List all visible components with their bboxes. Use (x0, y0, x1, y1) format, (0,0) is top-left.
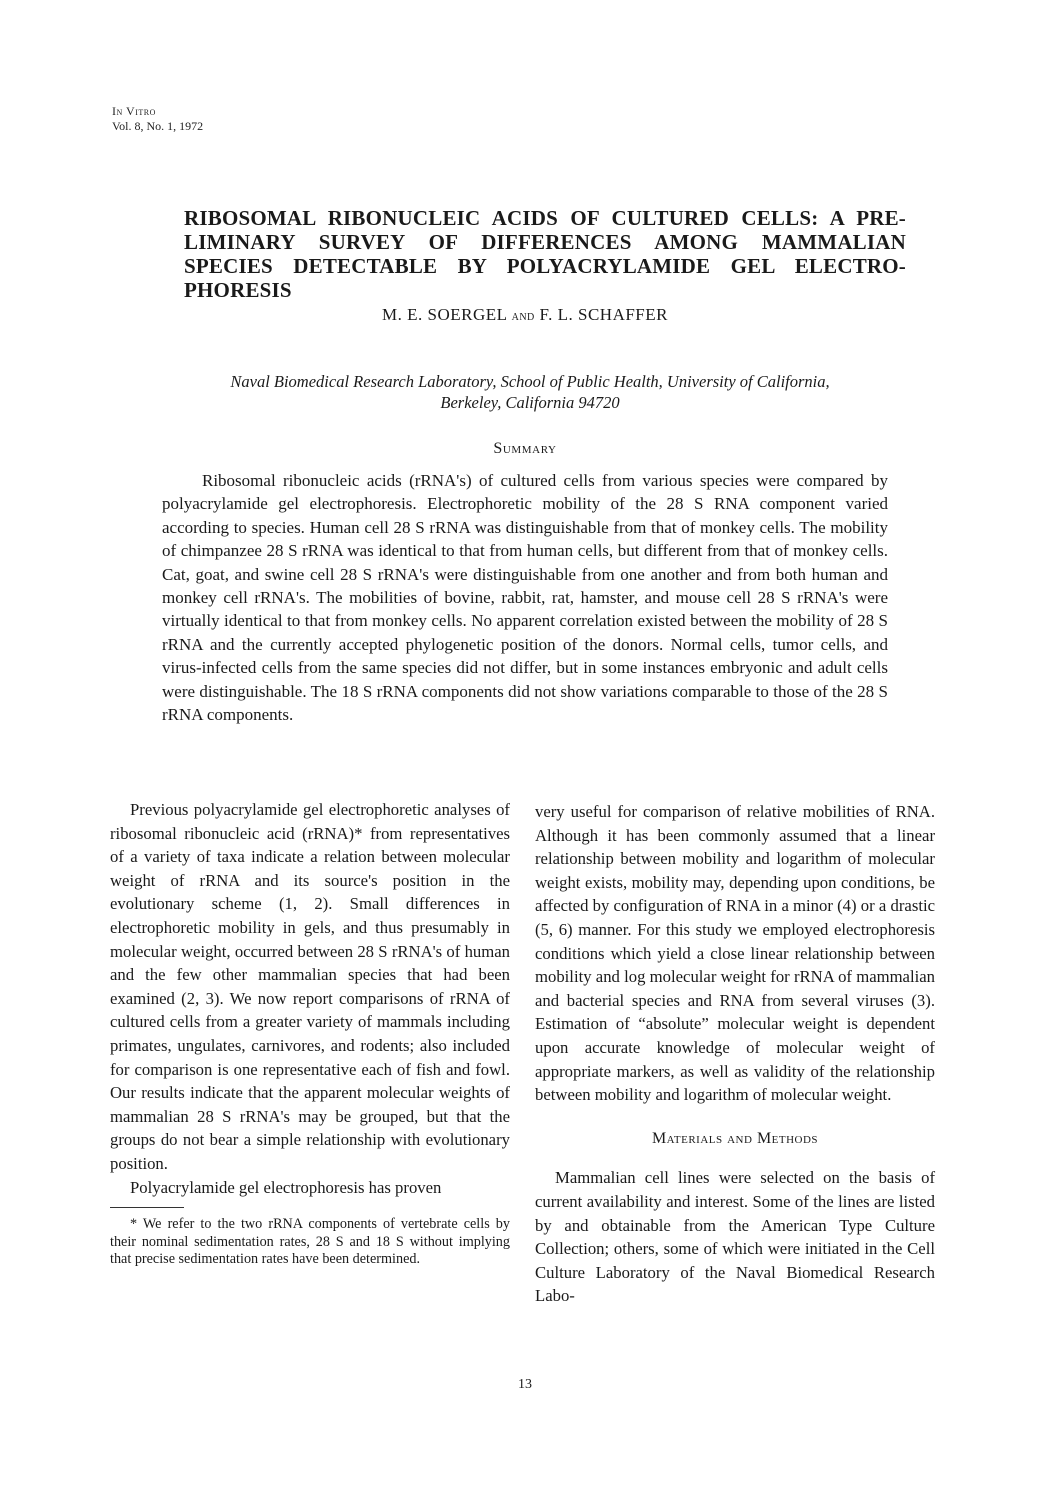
intro-paragraph: Previous polyacrylamide gel electrophoretic analyses of ribosomal ribonucleic acid (rRNA)* from representatives of a variety of taxa indicate a relation between molecular weight of rRNA and its source's position in the evolutionary scheme (1, 2). Small differences in electrophoretic mobility in gels, and thus presumably in molecular weight, occurred between 28 S rRNA's of human and the few other mammalian species that had been examined (2, 3). We now report comparisons of rRNA of cultured cells from a greater variety of mammals including primates, ungulates, carnivores, and rodents; also included for comparison is one representative each of fish and fowl. Our results indicate that the apparent molecular weights of mammalian 28 S rRNA's may be grouped, but that the groups do not bear a simple relationship with evolutionary position. (110, 800, 510, 1173)
journal-name: In Vitro (112, 104, 156, 118)
footnote: * We refer to the two rRNA components of vertebrate cells by their nominal sedimentation rates, 28 S and 18 S without implying that precise sedimentation rates have been determined. (110, 1216, 510, 1268)
page-number: 13 (518, 1377, 532, 1392)
author-1: M. E. SOERGEL (381, 305, 507, 324)
author-line (0, 305, 1050, 325)
right-column (535, 800, 935, 1308)
left-column (110, 798, 510, 1269)
summary-text: Ribosomal ribonucleic acids (rRNA's) of cultured cells from various species were compared by polyacrylamide gel electrophoresis. Electrophoretic mobility of the 28 S RNA component varied according to species. Human cell 28 S rRNA was distinguishable from that of monkey cells. The mobility of chimpanzee 28 S rRNA was identical to that from human cells, but different from that of monkey cells. Cat, goat, and swine cell 28 S rRNA's were distinguishable from one another and from both human and monkey cell rRNA's. The mobilities of bovine, rabbit, rat, hamster, and mouse cell 28 S rRNA's were virtually identical to that from monkey cells. No apparent correlation existed between the mobility of 28 S rRNA and the currently accepted phylogenetic position of the donors. Normal cells, tumor cells, and virus-infected cells from the same species did not differ, but in some instances embryonic and adult cells were distinguishable. The 18 S rRNA components did not show variations comparable to those of the 28 S rRNA components. (162, 471, 888, 725)
affiliation: Naval Biomedical Research Laboratory, School of Public Health, University of California, Berkeley, California 94720 (230, 372, 830, 412)
author-conjunction: and (511, 309, 535, 324)
journal-volume: Vol. 8, No. 1, 1972 (112, 119, 204, 133)
footnote-divider (110, 1207, 184, 1208)
methods-heading: Materials and Methods (651, 1129, 819, 1147)
intro-paragraph-continued: Polyacrylamide gel electrophoresis has proven (130, 1177, 442, 1197)
author-2: F. L. SCHAFFER (539, 305, 668, 324)
article-title: RIBOSOMAL RIBONUCLEIC ACIDS OF CULTURED CELLS: A PRE-LIMINARY SURVEY OF DIFFERENCES AMONG MAMMALIAN SPECIES DETECTABLE BY POLYACRYLAMIDE GEL ELECTRO-PHORESIS (184, 206, 906, 302)
methods-paragraph: Mammalian cell lines were selected on the basis of current availability and interest. Some of the lines are listed by and obtainable from the American Type Culture Collection; others, some of which were initiated in the Cell Culture Laboratory of the Naval Biomedical Research Labo- (535, 1168, 935, 1306)
summary-heading: Summary (493, 440, 557, 457)
intro-paragraph-tail: very useful for comparison of relative mobilities of RNA. Although it has been commonly assumed that a linear relationship between mobility and logarithm of molecular weight exists, mobility may, depending upon conditions, be affected by configuration of RNA in a minor (4) or a drastic (5, 6) manner. For this study we employed electrophoresis conditions which yield a close linear relationship between mobility and log molecular weight for rRNA of mammalian and bacterial species and RNA from several viruses (3). Estimation of “absolute” molecular weight is dependent upon accurate knowledge of molecular weight of appropriate markers, as well as validity of the relationship between mobility and logarithm of molecular weight. (535, 802, 935, 1105)
journal-header (112, 104, 203, 134)
